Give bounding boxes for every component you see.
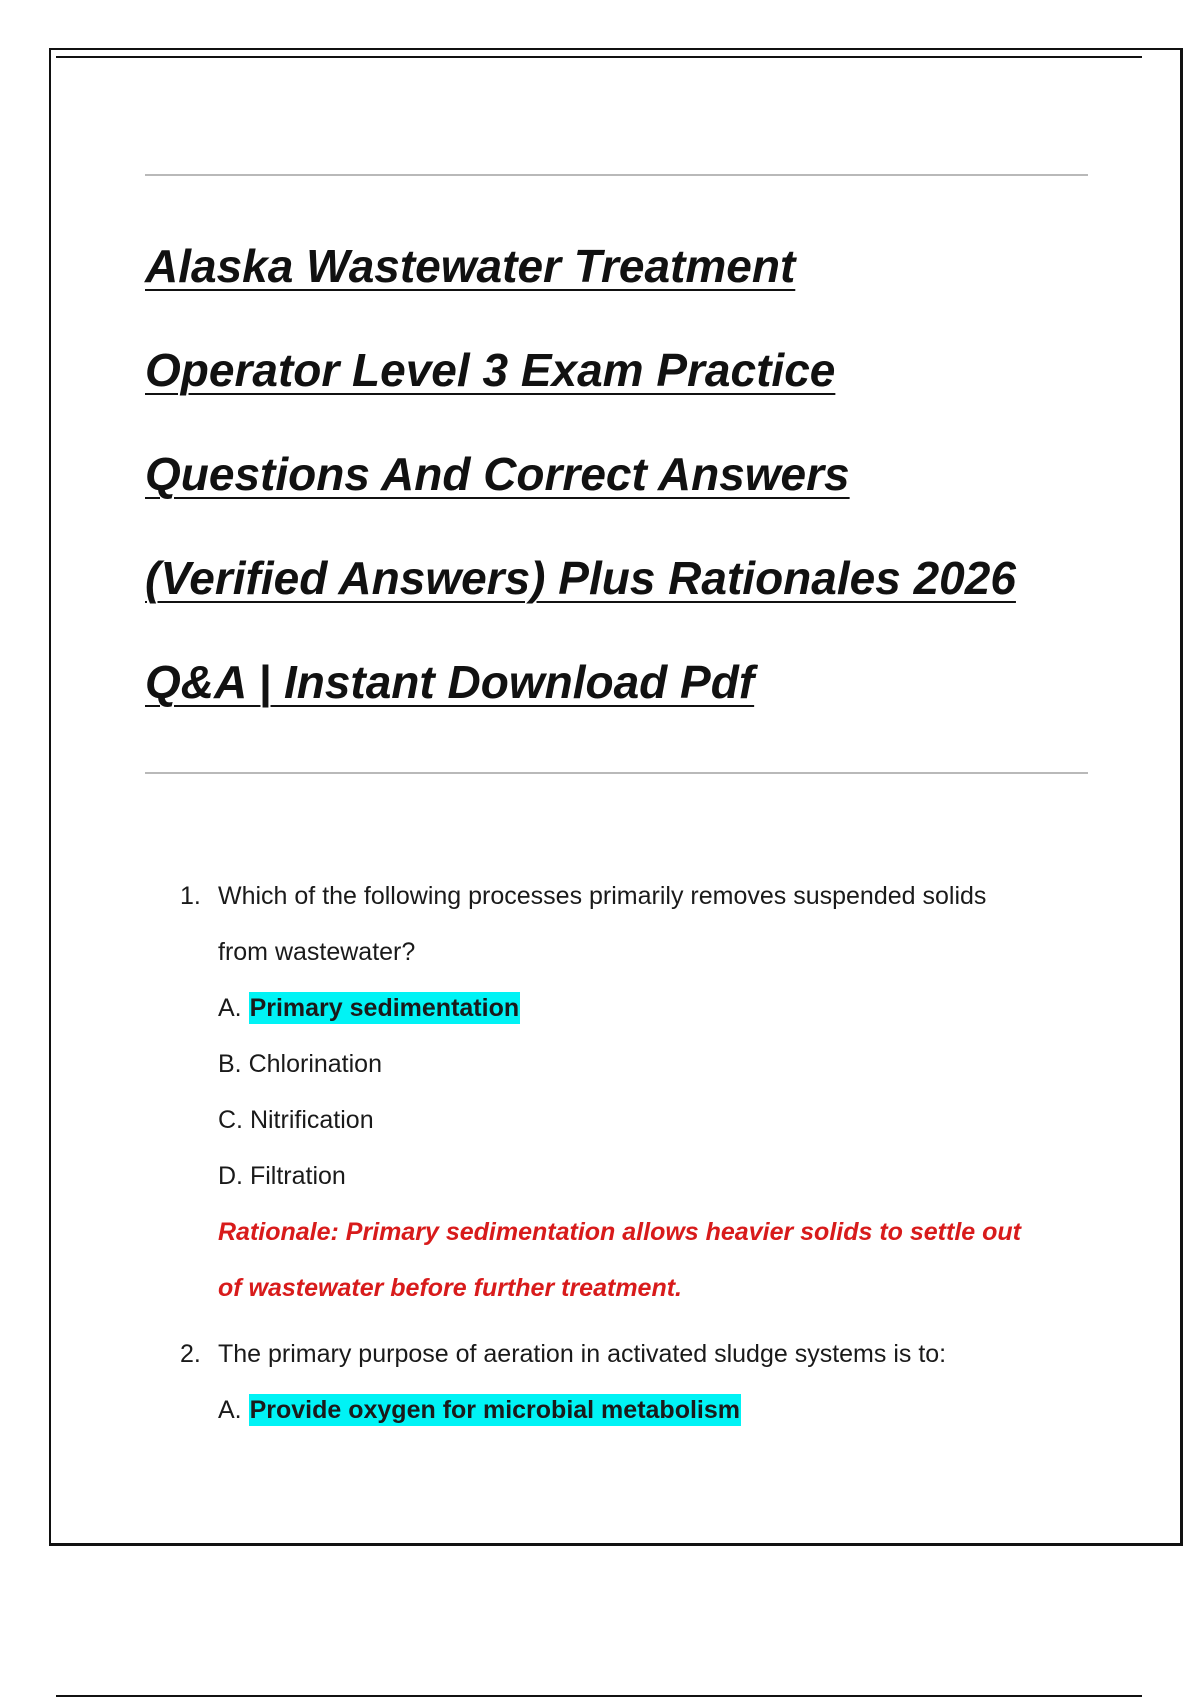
option-letter: A. [218, 994, 242, 1022]
option-text: Nitrification [249, 1106, 374, 1134]
option-letter: C. [218, 1106, 243, 1134]
answer-option-d [180, 1148, 1100, 1204]
title-line-3: Questions And Correct Answers [145, 448, 850, 500]
rationale-line: of wastewater before further treatment. [218, 1274, 682, 1302]
answer-option-a [180, 1382, 1100, 1438]
answer-option-b [180, 1036, 1100, 1092]
question-list [180, 868, 1100, 1438]
question-item-1 [180, 868, 1100, 1316]
rationale-line: Rationale: Primary sedimentation allows heavier solids to settle out [218, 1218, 1021, 1246]
question-text-line: Which of the following processes primarily removes suspended solids [218, 882, 987, 910]
question-text-line: The primary purpose of aeration in activated sludge systems is to: [218, 1340, 947, 1368]
title-line-5: Q&A | Instant Download Pdf [145, 656, 755, 708]
question-text [180, 1326, 1100, 1382]
question-text [180, 868, 1100, 924]
option-letter: A. [218, 1396, 242, 1424]
document-title [145, 214, 1095, 734]
question-number: 2. [180, 1340, 201, 1368]
option-text: Chlorination [248, 1050, 382, 1078]
correct-answer-highlight: Provide oxygen for microbial metabolism [249, 1396, 740, 1424]
title-line-1: Alaska Wastewater Treatment [145, 240, 796, 292]
question-text-continuation: from wastewater? [218, 938, 416, 966]
answer-option-c [180, 1092, 1100, 1148]
correct-answer-highlight: Primary sedimentation [249, 994, 520, 1022]
title-divider-top [145, 174, 1088, 176]
title-line-4: (Verified Answers) Plus Rationales 2026 [145, 552, 1016, 604]
title-divider-bottom [145, 772, 1088, 774]
title-line-2: Operator Level 3 Exam Practice [145, 344, 836, 396]
question-item-2 [180, 1326, 1100, 1438]
option-letter: B. [218, 1050, 242, 1078]
option-letter: D. [218, 1162, 243, 1190]
question-number: 1. [180, 882, 201, 910]
page-border-double-line [56, 56, 1142, 58]
answer-option-a [180, 980, 1100, 1036]
option-text: Filtration [249, 1162, 346, 1190]
next-page-border-edge [56, 1695, 1142, 1697]
